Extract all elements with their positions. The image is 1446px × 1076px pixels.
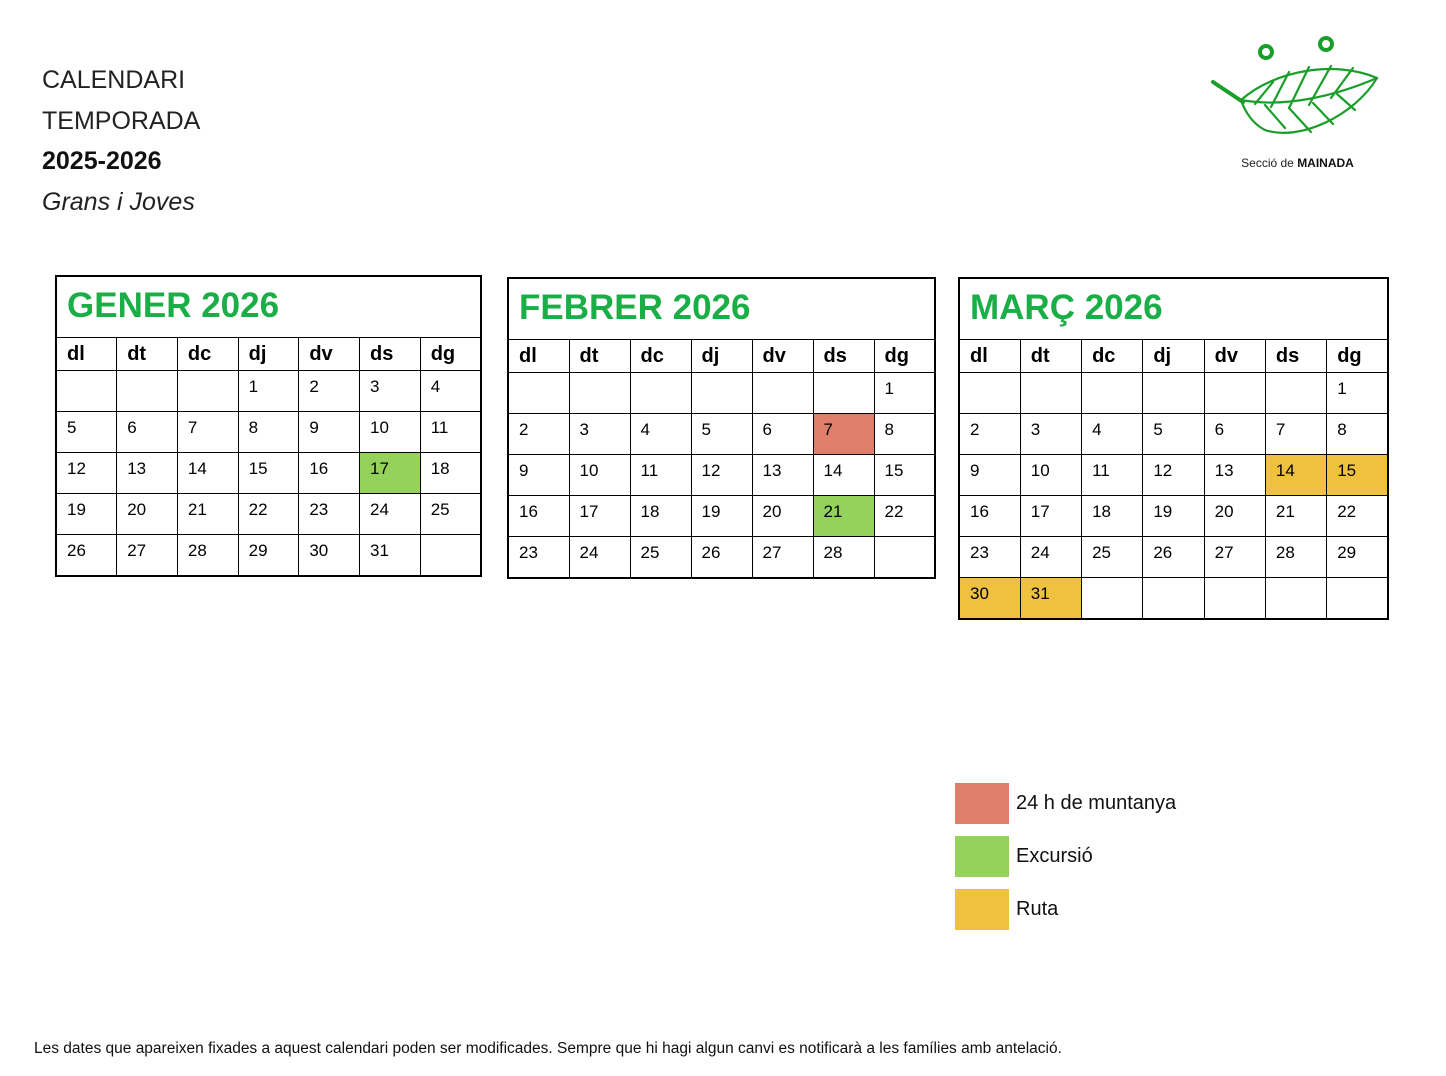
weekday-header: dj (238, 338, 299, 371)
day-cell: 30 (299, 535, 360, 577)
day-cell: 6 (117, 412, 178, 453)
day-cell: 10 (360, 412, 421, 453)
day-cell: 7 (177, 412, 238, 453)
day-cell: 18 (630, 496, 691, 537)
legend-item-24h (955, 777, 1176, 830)
day-cell: 19 (691, 496, 752, 537)
week-row (959, 414, 1388, 455)
day-cell: 12 (56, 453, 117, 494)
day-cell: 19 (1143, 496, 1204, 537)
empty-day-cell (1265, 578, 1326, 620)
day-cell: 6 (752, 414, 813, 455)
empty-day-cell (1143, 373, 1204, 414)
day-cell: 11 (420, 412, 481, 453)
week-row (508, 373, 935, 414)
legend-item-excursio (955, 830, 1176, 883)
week-row (56, 412, 481, 453)
day-cell: 25 (1082, 537, 1143, 578)
week-row (56, 453, 481, 494)
day-cell: 14 (177, 453, 238, 494)
empty-day-cell (813, 373, 874, 414)
day-cell: 4 (1082, 414, 1143, 455)
week-row (959, 537, 1388, 578)
day-cell: 27 (117, 535, 178, 577)
day-cell: 31 (1020, 578, 1081, 620)
day-cell: 14 (813, 455, 874, 496)
weekday-header: dc (630, 340, 691, 373)
weekday-header: dv (752, 340, 813, 373)
weekday-header: dt (117, 338, 178, 371)
day-cell: 13 (1204, 455, 1265, 496)
weekday-header: dl (959, 340, 1020, 373)
calendar-marc (958, 277, 1389, 620)
day-cell: 1 (238, 371, 299, 412)
day-cell: 13 (752, 455, 813, 496)
day-cell: 5 (56, 412, 117, 453)
empty-day-cell (1204, 373, 1265, 414)
weekday-header: dj (1143, 340, 1204, 373)
day-cell: 10 (1020, 455, 1081, 496)
day-cell: 30 (959, 578, 1020, 620)
week-row (508, 496, 935, 537)
day-cell: 15 (874, 455, 935, 496)
day-cell: 5 (691, 414, 752, 455)
empty-day-cell (569, 373, 630, 414)
empty-day-cell (1082, 373, 1143, 414)
day-cell: 27 (752, 537, 813, 579)
empty-day-cell (177, 371, 238, 412)
calendar-gener (55, 275, 482, 577)
empty-day-cell (1204, 578, 1265, 620)
empty-day-cell (508, 373, 569, 414)
weekday-header: dc (177, 338, 238, 371)
day-cell: 8 (874, 414, 935, 455)
weekday-header: dl (56, 338, 117, 371)
legend-label: Ruta (1016, 898, 1059, 920)
legend-swatch-green (955, 836, 1009, 877)
day-cell: 9 (299, 412, 360, 453)
month-title: MARÇ 2026 (970, 288, 1163, 327)
logo (1205, 30, 1390, 180)
legend-label: 24 h de muntanya (1016, 792, 1177, 814)
day-cell: 8 (1327, 414, 1388, 455)
day-cell: 24 (569, 537, 630, 579)
empty-day-cell (959, 373, 1020, 414)
day-cell: 3 (1020, 414, 1081, 455)
legend-swatch-red (955, 783, 1009, 824)
day-cell: 26 (56, 535, 117, 577)
day-cell: 31 (360, 535, 421, 577)
leaf-face-icon (1205, 30, 1390, 150)
day-cell: 3 (360, 371, 421, 412)
day-cell: 2 (508, 414, 569, 455)
weekday-header: dv (1204, 340, 1265, 373)
day-cell: 22 (1327, 496, 1388, 537)
week-row (959, 578, 1388, 620)
empty-day-cell (752, 373, 813, 414)
day-cell: 23 (299, 494, 360, 535)
empty-day-cell (630, 373, 691, 414)
empty-day-cell (56, 371, 117, 412)
day-cell: 11 (1082, 455, 1143, 496)
day-cell: 16 (508, 496, 569, 537)
day-cell: 20 (1204, 496, 1265, 537)
weekday-header: dg (1327, 340, 1388, 373)
day-cell: 7 (813, 414, 874, 455)
day-cell: 25 (630, 537, 691, 579)
day-cell: 6 (1204, 414, 1265, 455)
day-cell: 21 (177, 494, 238, 535)
title-line-calendari: CALENDARI (42, 66, 186, 94)
empty-day-cell (1143, 578, 1204, 620)
empty-day-cell (1082, 578, 1143, 620)
day-cell: 16 (959, 496, 1020, 537)
day-cell: 16 (299, 453, 360, 494)
month-title: GENER 2026 (67, 286, 280, 325)
legend (955, 777, 1176, 936)
day-cell: 13 (117, 453, 178, 494)
day-cell: 15 (1327, 455, 1388, 496)
group-label: Grans i Joves (42, 187, 195, 216)
weekday-header: dg (874, 340, 935, 373)
month-header (56, 276, 481, 338)
day-cell: 11 (630, 455, 691, 496)
day-cell: 26 (1143, 537, 1204, 578)
day-cell: 28 (1265, 537, 1326, 578)
legend-swatch-yellow (955, 889, 1009, 930)
weekday-header: ds (813, 340, 874, 373)
legend-item-ruta (955, 883, 1176, 936)
day-cell: 2 (959, 414, 1020, 455)
day-cell: 12 (691, 455, 752, 496)
day-cell: 22 (238, 494, 299, 535)
month-header (959, 278, 1388, 340)
weekday-header: dt (569, 340, 630, 373)
weekday-header: dg (420, 338, 481, 371)
empty-day-cell (1020, 373, 1081, 414)
day-cell: 3 (569, 414, 630, 455)
empty-day-cell (874, 537, 935, 579)
day-cell: 17 (360, 453, 421, 494)
empty-day-cell (420, 535, 481, 577)
day-cell: 17 (569, 496, 630, 537)
title-line-temporada: TEMPORADA (42, 106, 201, 135)
week-row (959, 373, 1388, 414)
day-cell: 20 (752, 496, 813, 537)
week-row (56, 535, 481, 577)
day-cell: 18 (420, 453, 481, 494)
day-cell: 7 (1265, 414, 1326, 455)
week-row (56, 494, 481, 535)
day-cell: 21 (813, 496, 874, 537)
day-cell: 19 (56, 494, 117, 535)
day-cell: 17 (1020, 496, 1081, 537)
day-cell: 22 (874, 496, 935, 537)
empty-day-cell (1327, 578, 1388, 620)
footer-note: Les dates que apareixen fixades a aquest calendari poden ser modificades. Sempre que hi hagi algun canvi es notificarà a les famílies amb antelació. (34, 1040, 1062, 1057)
day-cell: 21 (1265, 496, 1326, 537)
week-row (959, 455, 1388, 496)
day-cell: 2 (299, 371, 360, 412)
weekday-header: dc (1082, 340, 1143, 373)
month-header (508, 278, 935, 340)
calendar-febrer (507, 277, 936, 579)
day-cell: 9 (959, 455, 1020, 496)
day-cell: 4 (630, 414, 691, 455)
day-cell: 23 (959, 537, 1020, 578)
day-cell: 18 (1082, 496, 1143, 537)
day-cell: 1 (1327, 373, 1388, 414)
day-cell: 14 (1265, 455, 1326, 496)
day-cell: 9 (508, 455, 569, 496)
day-cell: 8 (238, 412, 299, 453)
legend-label: Excursió (1016, 845, 1093, 867)
week-row (508, 455, 935, 496)
document-title (42, 60, 200, 222)
weekday-header: ds (1265, 340, 1326, 373)
day-cell: 20 (117, 494, 178, 535)
day-cell: 10 (569, 455, 630, 496)
empty-day-cell (117, 371, 178, 412)
day-cell: 28 (177, 535, 238, 577)
week-row (959, 496, 1388, 537)
day-cell: 26 (691, 537, 752, 579)
weekday-header: ds (360, 338, 421, 371)
day-cell: 29 (1327, 537, 1388, 578)
day-cell: 5 (1143, 414, 1204, 455)
day-cell: 29 (238, 535, 299, 577)
weekday-header: dj (691, 340, 752, 373)
weekday-header: dt (1020, 340, 1081, 373)
week-row (508, 537, 935, 579)
day-cell: 24 (360, 494, 421, 535)
day-cell: 4 (420, 371, 481, 412)
day-cell: 1 (874, 373, 935, 414)
logo-caption: Secció de MAINADA (1241, 156, 1354, 170)
season-label: 2025-2026 (42, 147, 162, 175)
day-cell: 28 (813, 537, 874, 579)
day-cell: 23 (508, 537, 569, 579)
day-cell: 15 (238, 453, 299, 494)
day-cell: 27 (1204, 537, 1265, 578)
weekday-header: dl (508, 340, 569, 373)
day-cell: 25 (420, 494, 481, 535)
empty-day-cell (1265, 373, 1326, 414)
week-row (56, 371, 481, 412)
day-cell: 24 (1020, 537, 1081, 578)
weekday-header: dv (299, 338, 360, 371)
empty-day-cell (691, 373, 752, 414)
week-row (508, 414, 935, 455)
day-cell: 12 (1143, 455, 1204, 496)
month-title: FEBRER 2026 (519, 288, 751, 327)
